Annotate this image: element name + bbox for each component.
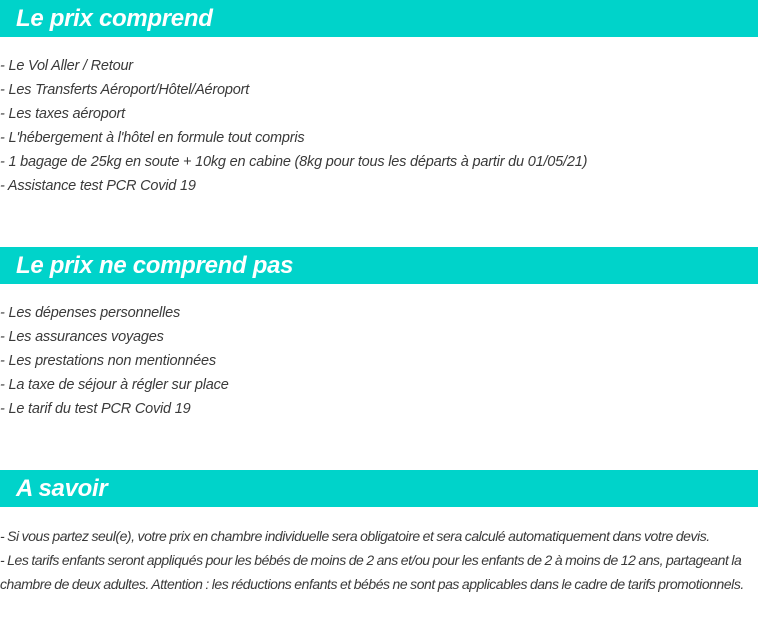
included-list xyxy=(0,37,758,198)
notes-list xyxy=(0,507,758,596)
note-paragraph: - Si vous partez seul(e), votre prix en chambre individuelle sera obligatoire et sera calculé automatiquement dans votre devis. xyxy=(0,528,710,544)
list-item: - Le tarif du test PCR Covid 19 xyxy=(0,401,191,417)
list-item: - Les dépenses personnelles xyxy=(0,305,180,321)
excluded-list xyxy=(0,284,758,421)
list-item: - Les Transferts Aéroport/Hôtel/Aéroport xyxy=(0,82,250,98)
list-item: - Les assurances voyages xyxy=(0,329,164,345)
section-header: A savoir xyxy=(0,470,758,507)
list-item: - La taxe de séjour à régler sur place xyxy=(0,377,229,393)
list-item: - Assistance test PCR Covid 19 xyxy=(0,178,196,194)
section-price-excludes xyxy=(0,247,758,421)
list-item: - 1 bagage de 25kg en soute + 10kg en cabine (8kg pour tous les départs à partir du 01/05/21) xyxy=(0,154,588,170)
list-item: - L'hébergement à l'hôtel en formule tout compris xyxy=(0,130,305,146)
note-paragraph: - Les tarifs enfants seront appliqués pour les bébés de moins de 2 ans et/ou pour les enfants de 2 à moins de 12 ans, partageant la chambre de deux adultes. Attention : les réductions enfants et bébés ne sont pas applicables dans le cadre de tarifs promotionnels. xyxy=(0,552,744,592)
section-good-to-know xyxy=(0,470,758,596)
section-header: Le prix comprend xyxy=(0,0,758,37)
list-item: - Les prestations non mentionnées xyxy=(0,353,216,369)
list-item: - Le Vol Aller / Retour xyxy=(0,58,133,74)
section-price-includes xyxy=(0,0,758,198)
list-item: - Les taxes aéroport xyxy=(0,106,125,122)
section-header: Le prix ne comprend pas xyxy=(0,247,758,284)
